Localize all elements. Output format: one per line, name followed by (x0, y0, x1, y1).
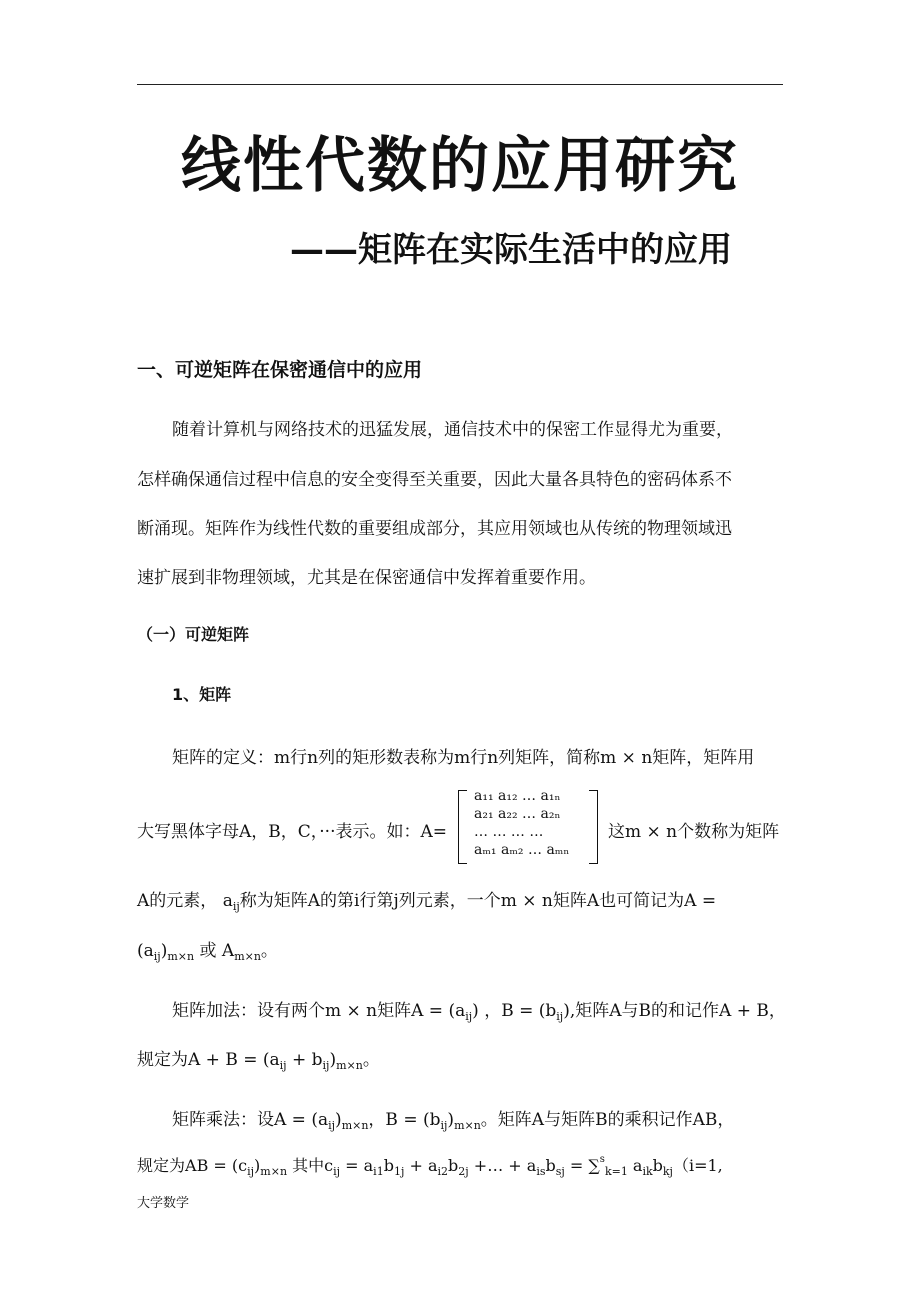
matrix-bracket-left (458, 790, 467, 864)
subscript: ij (440, 1119, 448, 1132)
subsection-heading: （一）可逆矩阵 (137, 625, 250, 644)
subscript: ij (279, 1059, 287, 1072)
subscript: k=1 (604, 1165, 628, 1178)
subscript: m×n (260, 1165, 288, 1178)
definition-line (137, 886, 716, 913)
subscript: ij (465, 1010, 473, 1023)
text: 大写黑体字母A，B，C，···表示。如：A= (137, 822, 448, 842)
math: A = (a (274, 1110, 329, 1130)
subscript: ik (642, 1165, 653, 1178)
subscript: ij (328, 1119, 336, 1132)
math: ) (254, 1156, 261, 1175)
math: = ∑ (564, 1156, 600, 1175)
text: 矩阵 (377, 1001, 412, 1021)
subscript: kj (662, 1165, 673, 1178)
matrix-bracket-right (589, 790, 598, 864)
math: m × n (500, 891, 553, 911)
matrix-row: a₂₁ a₂₂ … a₂ₙ (474, 806, 561, 822)
math: b (652, 1156, 663, 1175)
math: ) (447, 1110, 455, 1130)
subscript: 1j (393, 1165, 405, 1178)
math: A = (a (411, 1001, 466, 1021)
text: A的元素， (137, 891, 218, 911)
text: 矩阵A也可简记为 (552, 891, 685, 911)
text: （i=1, (672, 1156, 723, 1175)
page-title: 线性代数的应用研究 (181, 131, 739, 201)
subscript: sj (555, 1165, 565, 1178)
section-heading: 一、可逆矩阵在保密通信中的应用 (137, 359, 423, 381)
math: A + B = (a (188, 1050, 280, 1070)
math: m × n (325, 1001, 378, 1021)
page-footer: 大学数学 (137, 1196, 190, 1211)
page-subtitle: ——矩阵在实际生活中的应用 (290, 230, 732, 270)
math: A = (684, 891, 717, 911)
math: m × n (625, 822, 678, 842)
math: = a (340, 1156, 374, 1175)
multiplication-line (172, 1105, 734, 1132)
math: ) (563, 1001, 570, 1021)
intro-line: 速扩展到非物理领域，尤其是在保密通信中发挥着重要作用。 (137, 568, 596, 588)
text: 。 (260, 941, 278, 961)
text: ,矩阵A与B的和记作 (569, 1001, 720, 1021)
header-rule (137, 84, 783, 85)
math: ) (160, 941, 168, 961)
matrix-example (458, 790, 598, 864)
intro-line: 随着计算机与网络技术的迅猛发展，通信技术中的保密工作显得尤为重要， (172, 420, 733, 440)
text: 规定为 (137, 1050, 188, 1070)
subscript: ij (232, 900, 240, 913)
math: ) (329, 1050, 337, 1070)
math: ) (335, 1110, 342, 1130)
math: A + B (719, 1001, 769, 1021)
intro-line: 断涌现。矩阵作为线性代数的重要组成部分，其应用领域也从传统的物理领域迅 (137, 519, 732, 539)
math: (a (137, 941, 154, 961)
math: +… + a (468, 1156, 537, 1175)
subscript: ij (153, 950, 161, 963)
subscript: m×n (454, 1119, 481, 1132)
addition-line (172, 996, 786, 1023)
text: 称为矩阵A的第i行第j列元素，一个 (239, 891, 501, 911)
text: 规定为 (137, 1156, 186, 1175)
subscript: is (536, 1165, 546, 1178)
subscript: 2j (458, 1165, 469, 1178)
subscript: ij (247, 1165, 255, 1178)
subscript: ij (333, 1165, 341, 1178)
intro-line: 怎样确保通信过程中信息的安全变得至关重要，因此大量各具特色的密码体系不 (137, 470, 732, 490)
subscript: m×n (167, 950, 195, 963)
matrix-row: … … … … (474, 824, 544, 840)
subscript: ij (556, 1010, 564, 1023)
text: 矩阵，矩阵用 (652, 748, 755, 768)
text: 矩阵乘法：设 (172, 1110, 274, 1130)
definition-line-continued (608, 817, 779, 842)
text: 。矩阵A与矩阵B的乘积记作AB， (480, 1110, 735, 1130)
subscript: m×n (336, 1059, 363, 1072)
subscript: ij (322, 1059, 330, 1072)
text: 矩阵加法：设有两个 (172, 1001, 325, 1021)
math: m × n (600, 748, 653, 768)
definition-line (172, 743, 754, 768)
math: ，B = (b (368, 1110, 441, 1130)
text: 个数称为矩阵 (677, 822, 780, 842)
math: + b (286, 1050, 323, 1070)
text: 这 (608, 822, 625, 842)
subscript: m×n (234, 950, 261, 963)
subscript: i1 (373, 1165, 384, 1178)
math: + a (404, 1156, 438, 1175)
superscript: s (599, 1154, 605, 1165)
addition-line (137, 1045, 380, 1072)
math: a (627, 1156, 643, 1175)
multiplication-line (137, 1153, 723, 1178)
math: b (545, 1156, 556, 1175)
math: AB = (c (185, 1156, 248, 1175)
math: a (222, 891, 233, 911)
text: 。 (362, 1050, 380, 1070)
math: b (383, 1156, 394, 1175)
matrix-row: aₘ₁ aₘ₂ … aₘₙ (474, 842, 570, 858)
matrix-row: a₁₁ a₁₂ … a₁ₙ (474, 788, 561, 804)
text: 矩阵的定义：m行n列的矩形数表称为m行n列矩阵，简称 (172, 748, 601, 768)
text: 或 A (199, 941, 235, 961)
definition-line (137, 817, 447, 842)
text: 其中 (292, 1156, 325, 1175)
math: b (448, 1156, 459, 1175)
math: c (324, 1156, 334, 1175)
text: ， (768, 1001, 786, 1021)
subscript: i2 (437, 1165, 449, 1178)
math: ) ，B = (b (472, 1001, 557, 1021)
definition-line (137, 936, 278, 963)
subsubsection-heading: 1、矩阵 (172, 685, 232, 704)
subscript: m×n (341, 1119, 369, 1132)
